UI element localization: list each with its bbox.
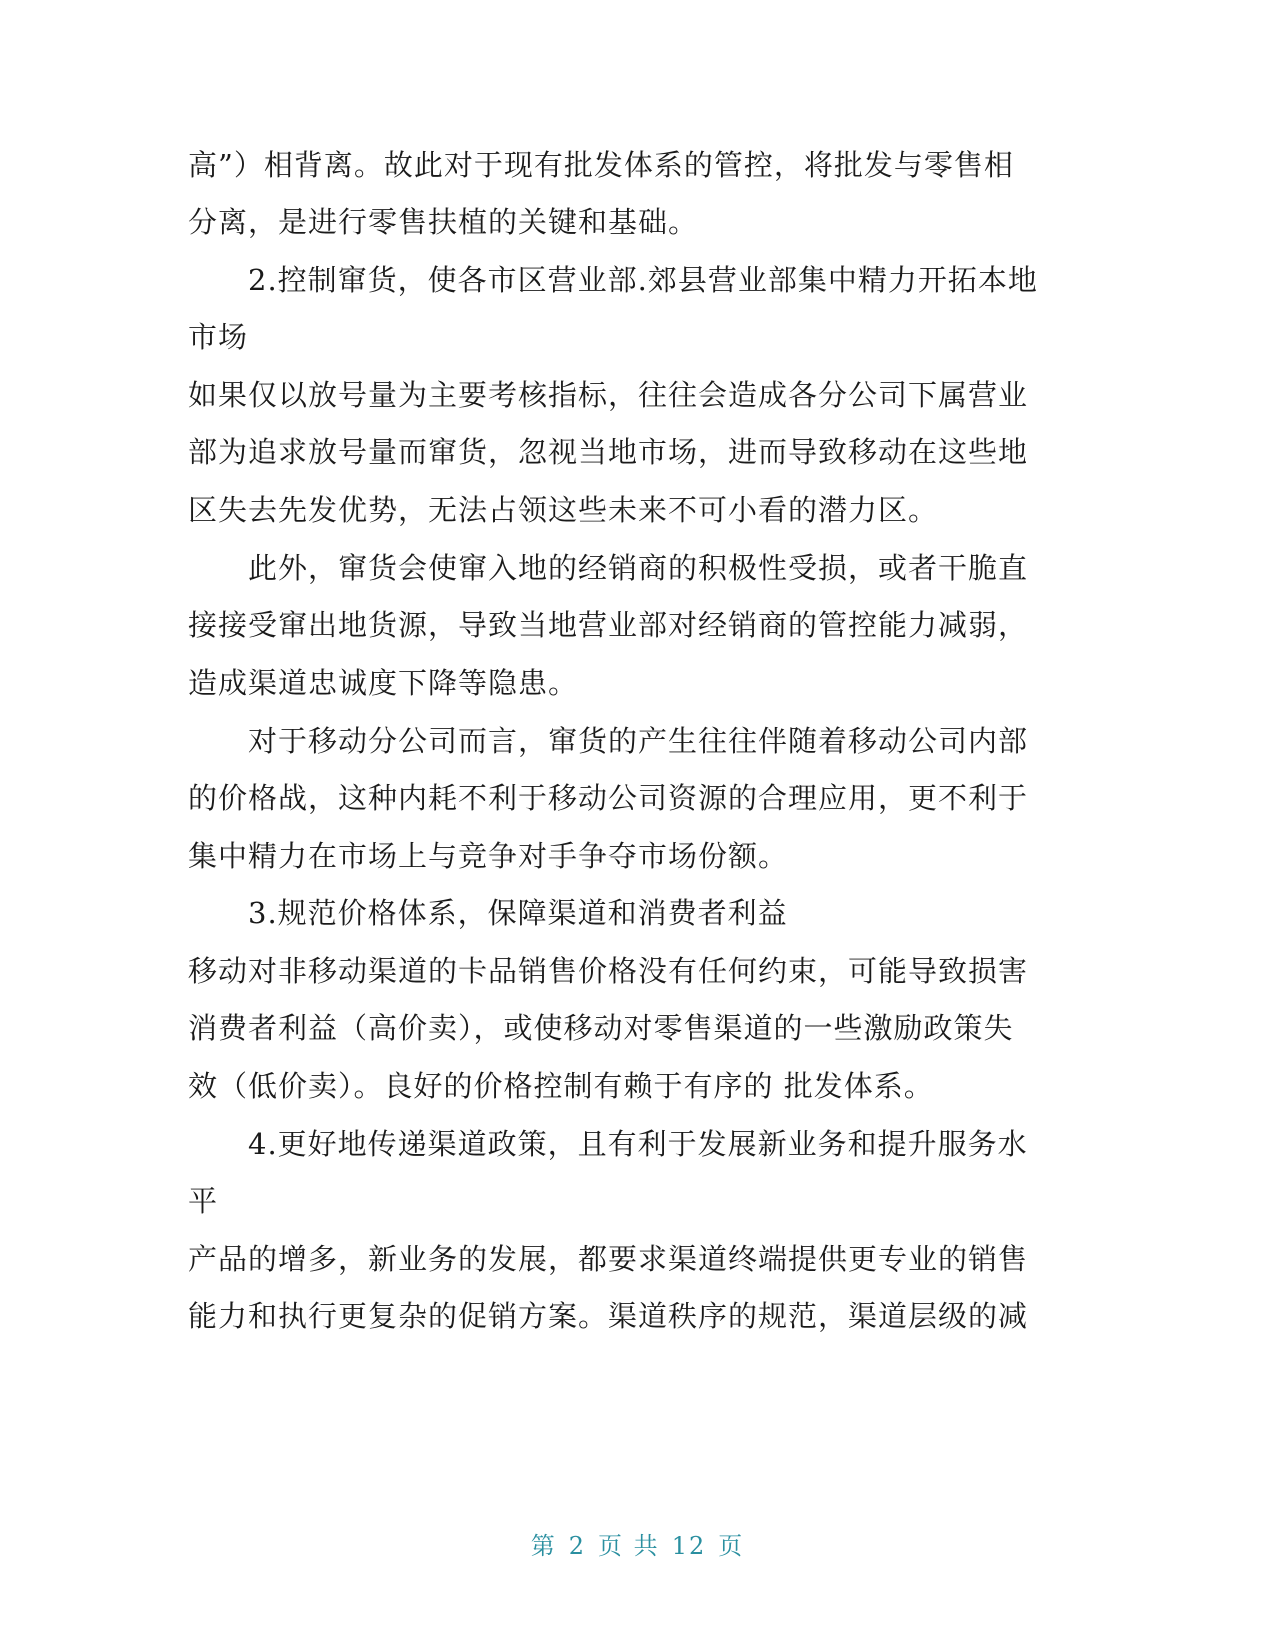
body-line: 造成渠道忠诚度下降等隐患。 [188, 666, 579, 700]
body-line: 集中精力在市场上与竞争对手争夺市场份额。 [188, 839, 789, 873]
body-line: 效（低价卖）。良好的价格控制有赖于有序的 批发体系。 [188, 1069, 934, 1103]
body-line: 部为追求放号量而窜货，忽视当地市场，进而导致移动在这些地 [188, 435, 1029, 469]
body-line: 高”）相背离。故此对于现有批发体系的管控，将批发与零售相 [188, 148, 1014, 182]
body-line: 移动对非移动渠道的卡品销售价格没有任何约束，可能导致损害 [188, 954, 1029, 988]
footer-prefix: 第 [530, 1532, 557, 1560]
body-line: 如果仅以放号量为主要考核指标，往往会造成各分公司下属营业 [188, 378, 1029, 412]
body-line: 接接受窜出地货源，导致当地营业部对经销商的管控能力减弱， [188, 608, 1029, 642]
footer-page-number: 2 [568, 1532, 587, 1560]
body-line: 产品的增多，新业务的发展，都要求渠道终端提供更专业的销售 [188, 1242, 1029, 1276]
body-line: 分离，是进行零售扶植的关键和基础。 [188, 205, 699, 239]
body-line: 平 [188, 1184, 219, 1218]
numbered-heading: 4.更好地传递渠道政策，且有利于发展新业务和提升服务水 [248, 1127, 1028, 1161]
numbered-heading: 2.控制窜货，使各市区营业部.郊县营业部集中精力开拓本地 [248, 263, 1038, 297]
body-line: 消费者利益（高价卖），或使移动对零售渠道的一些激励政策失 [188, 1011, 1014, 1045]
numbered-heading: 3.规范价格体系，保障渠道和消费者利益 [248, 896, 788, 930]
body-line: 的价格战，这种内耗不利于移动公司资源的合理应用，更不利于 [188, 781, 1029, 815]
body-line: 区失去先发优势，无法占领这些未来不可小看的潜力区。 [188, 493, 939, 527]
paragraph-start: 此外，窜货会使窜入地的经销商的积极性受损，或者干脆直 [248, 551, 1029, 585]
footer-suffix: 页 [718, 1532, 745, 1560]
paragraph-start: 对于移动分公司而言，窜货的产生往往伴随着移动公司内部 [248, 724, 1029, 758]
footer-total-pages: 12 [671, 1532, 707, 1560]
page-footer [0, 1530, 1275, 1562]
footer-middle: 页 共 [598, 1532, 660, 1560]
body-line: 能力和执行更复杂的促销方案。渠道秩序的规范，渠道层级的减 [188, 1299, 1029, 1333]
body-line: 市场 [188, 320, 249, 354]
